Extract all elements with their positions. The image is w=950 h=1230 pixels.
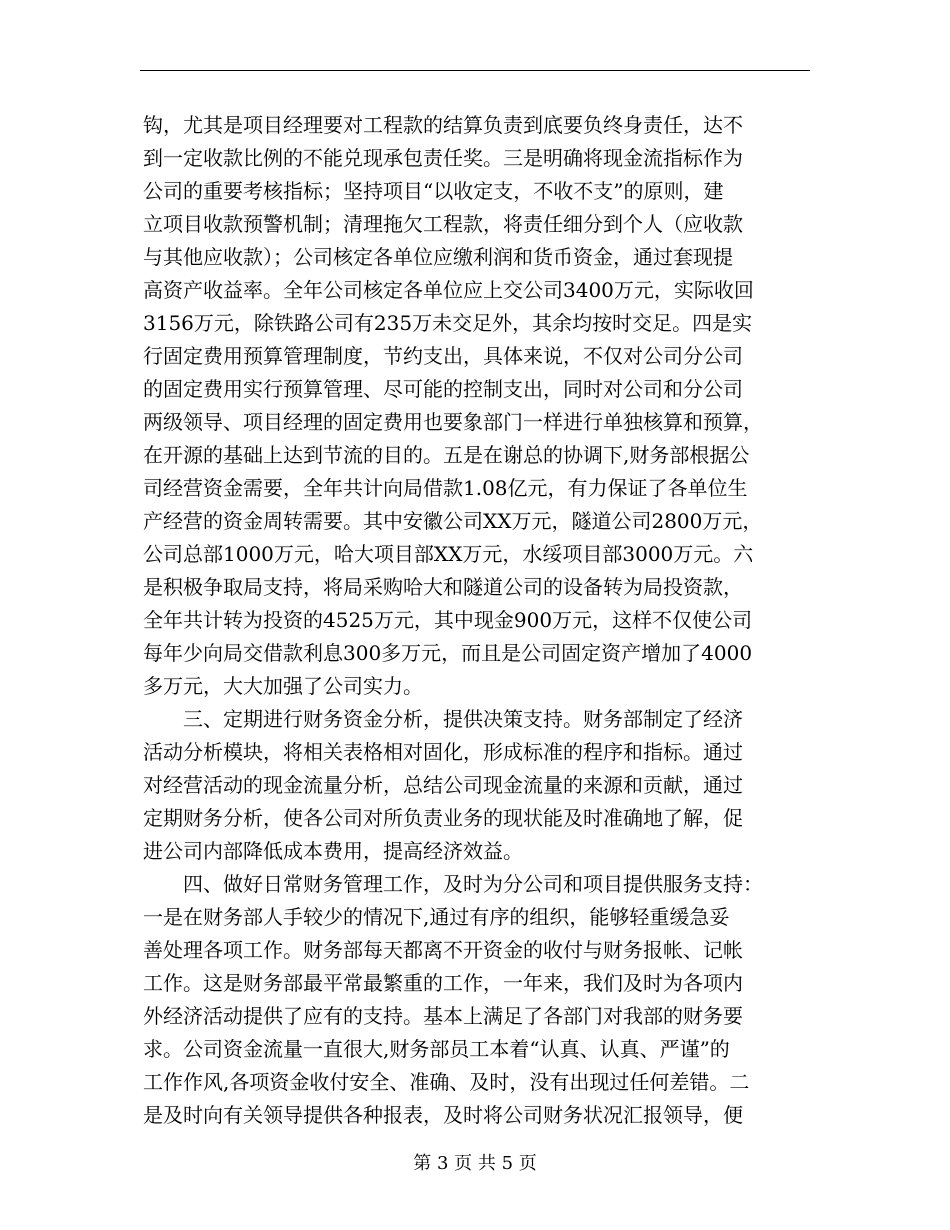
text-line: 工作。这是财务部最平常最繁重的工作，一年来，我们及时为各项内: [143, 971, 743, 995]
text-line: 是及时向有关领导提供各种报表，及时将公司财务状况汇报领导，便: [143, 1103, 743, 1127]
text-line: 公司的重要考核指标；坚持项目“以收定支，不收不支”的原则，建: [143, 179, 724, 203]
text-line: 善处理各项工作。财务部每天都离不开资金的收付与财务报帐、记帐: [143, 938, 743, 962]
page-footer: 第 3 页 共 5 页: [413, 1153, 537, 1174]
text-line: 产经营的资金周转需要。其中安徽公司XX万元，隧道公司2800万元，: [143, 509, 763, 533]
text-line: 对经营活动的现金流量分析，总结公司现金流量的来源和贡献，通过: [143, 773, 743, 797]
text-line: 四、做好日常财务管理工作，及时为分公司和项目提供服务支持：: [143, 872, 763, 896]
text-line: 一是在财务部人手较少的情况下,通过有序的组织，能够轻重缓急妥: [143, 905, 730, 929]
text-line: 立项目收款预警机制；清理拖欠工程款，将责任细分到个人（应收款: [143, 212, 743, 236]
text-line: 的固定费用实行预算管理、尽可能的控制支出，同时对公司和分公司: [143, 377, 743, 401]
text-line: 行固定费用预算管理制度，节约支出，具体来说，不仅对公司分公司: [143, 344, 743, 368]
header-rule: [140, 70, 810, 71]
text-line: 高资产收益率。全年公司核定各单位应上交公司3400万元，实际收回: [143, 278, 754, 302]
text-line: 每年少向局交借款利息300多万元，而且是公司固定资产增加了4000: [143, 641, 753, 665]
text-line: 定期财务分析，使各公司对所负责业务的现状能及时准确地了解，促: [143, 806, 743, 830]
text-line: 3156万元，除铁路公司有235万未交足外，其余均按时交足。四是实: [143, 311, 753, 335]
text-line: 司经营资金需要，全年共计向局借款1.08亿元，有力保证了各单位生: [143, 476, 748, 500]
text-line: 在开源的基础上达到节流的目的。五是在谢总的协调下,财务部根据公: [143, 443, 750, 467]
text-line: 到一定收款比例的不能兑现承包责任奖。三是明确将现金流指标作为: [143, 146, 743, 170]
text-line: 三、定期进行财务资金分析，提供决策支持。财务部制定了经济: [143, 707, 743, 731]
text-line: 全年共计转为投资的4525万元，其中现金900万元，这样不仅使公司: [143, 608, 753, 632]
text-line: 求。公司资金流量一直很大,财务部员工本着“认真、认真、严谨”的: [143, 1037, 730, 1061]
text-line: 多万元，大大加强了公司实力。: [143, 674, 423, 698]
text-line: 活动分析模块，将相关表格相对固化，形成标准的程序和指标。通过: [143, 740, 743, 764]
body-text: [143, 109, 813, 1132]
text-line: 是积极争取局支持，将局采购哈大和隧道公司的设备转为局投资款，: [143, 575, 743, 599]
text-line: 与其他应收款）；公司核定各单位应缴利润和货币资金，通过套现提: [143, 245, 733, 269]
text-line: 公司总部1000万元，哈大项目部XX万元，水绥项目部3000万元。六: [143, 542, 754, 566]
text-line: 进公司内部降低成本费用，提高经济效益。: [143, 839, 523, 863]
text-line: 外经济活动提供了应有的支持。基本上满足了各部门对我部的财务要: [143, 1004, 743, 1028]
text-line: 两级领导、项目经理的固定费用也要象部门一样进行单独核算和预算，: [143, 410, 763, 434]
text-line: 钩，尤其是项目经理要对工程款的结算负责到底要负终身责任，达不: [143, 113, 743, 137]
text-line: 工作作风,各项资金收付安全、准确、及时，没有出现过任何差错。二: [143, 1070, 750, 1094]
